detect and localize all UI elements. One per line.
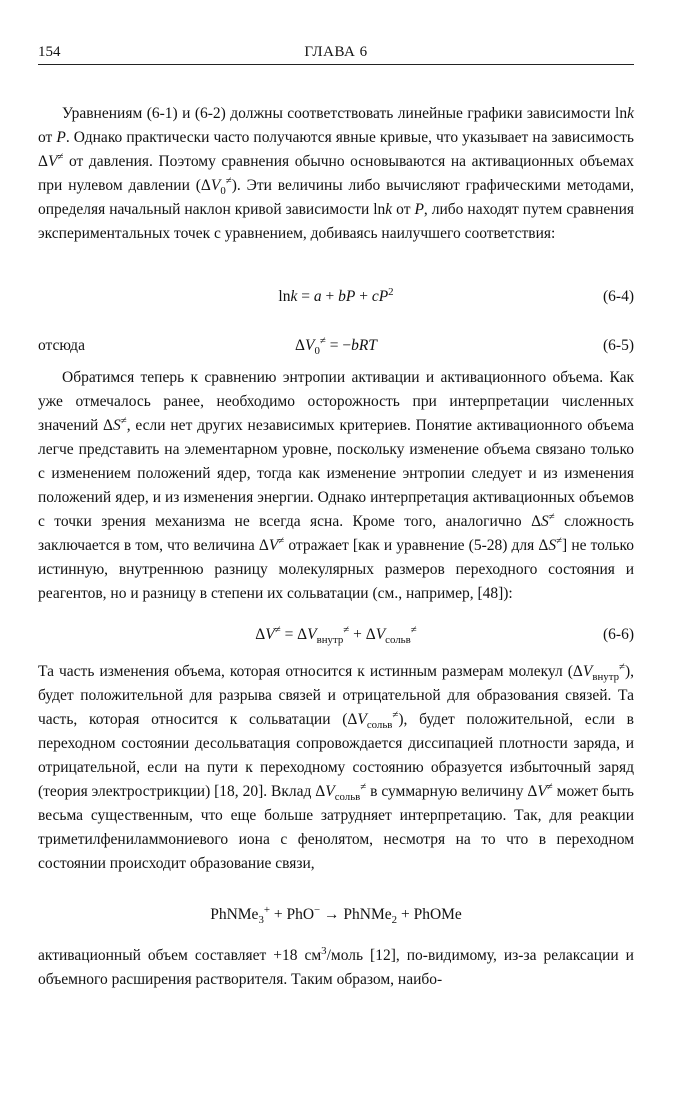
equation-6-6 (38, 622, 634, 648)
equation-6-4 (38, 284, 634, 310)
paragraph-4 (38, 944, 634, 992)
equation-6-4-formula: lnk = a + bP + $cP^2$ (278, 285, 394, 305)
page-header (38, 44, 634, 64)
paragraph-3-text: Та часть изменения объема, которая относится к истинным размерам молекул $(\Delta V_{внутр}^\ne)$, будет положительной для разрыва связей и отрицательной для образования связей. Та часть, которая относится к сольватации $(\Delta V_{сольв}^\ne)$, будет положительной, если в переходном состоянии десольватация сопровождается диссипацией плотности заряда, и отрицательной, если на пути к переходному состоянию образуется избыточный заряд (теория электрострикции) [18, 20]. Вклад $\Delta V_{сольв}^\ne$ в суммарную величину ΔV≠ может быть весьма существенным, что еще больше затрудняет интерпретацию. Так, для реакции триметилфениламмониевого иона с фенолятом, несмотря на то что в переходном состоянии происходит образование связи, (38, 660, 634, 872)
paragraph-2-text: Обратимся теперь к сравнению энтропии активации и активационного объема. Как уже отмечалось ранее, необходимо осторожность при интерпретации численных значений ΔS≠, если нет других независимых критериев. Понятие активационного объема легче представить на элементарном уровне, поскольку изменение объема связано только с изменением положений ядер, тогда как изменение энтропии следует и из изменения положений ядер, и из изменения энергии. Однако интерпретация активационных объемов с точки зрения механизма не всегда ясна. Кроме того, аналогично ΔS≠ сложность заключается в том, что величина ΔV≠ отражает [как и уравнение (5-28) для ΔS≠] не только истинную, внутреннюю разницу молекулярных размеров переходного состояния и реагентов, но и разницу в степени их сольватации (см., например, [48]): (38, 369, 635, 602)
page-number: 154 (38, 44, 61, 60)
document-page (38, 0, 634, 1100)
equation-6-6-formula: $\Delta V^\ne = \Delta V_{внутр}^\ne + \Delta V_{сольв}^\ne$ (255, 623, 417, 647)
equation-6-4-number: (6-4) (603, 288, 634, 305)
reaction-equation (38, 902, 634, 928)
paragraph-1-text: Уравнениям (6-1) и (6-2) должны соответствовать линейные графики зависимости lnk от P. Однако практически часто получаются явные кривые, что указывает на зависимость ΔV≠ от давления. Поэтому сравнения обычно основываются на активационных объемах при нулевом давлении $(\Delta V_0^\ne)$. Эти величины либо вычисляют графическими методами, определяя начальный наклон кривой зависимости lnk от P, либо находят путем сравнения экспериментальных точек с уравнением, добиваясь наилучшего соответствия: (38, 105, 635, 242)
equation-6-5 (38, 333, 634, 359)
equation-6-5-number: (6-5) (603, 337, 634, 354)
paragraph-1 (38, 102, 634, 246)
paragraph-2 (38, 366, 634, 606)
reaction-equation-formula: PhNMe$_3$+ + PhO− → PhNMe$_2$ + PhOMe (210, 903, 462, 927)
equation-6-5-formula: $\Delta V_0^\ne = -bRT$ (295, 334, 377, 358)
paragraph-4-text: активационный объем составляет +18 $см^3$/моль [12], по-видимому, из-за релаксации и объемного расширения растворителя. Таким образом, наибо- (38, 944, 634, 988)
paragraph-3 (38, 660, 634, 876)
header-rule (38, 64, 634, 65)
chapter-title: ГЛАВА 6 (304, 44, 368, 60)
equation-6-6-number: (6-6) (603, 626, 634, 643)
equation-6-5-prefix: отсюда (38, 337, 85, 354)
